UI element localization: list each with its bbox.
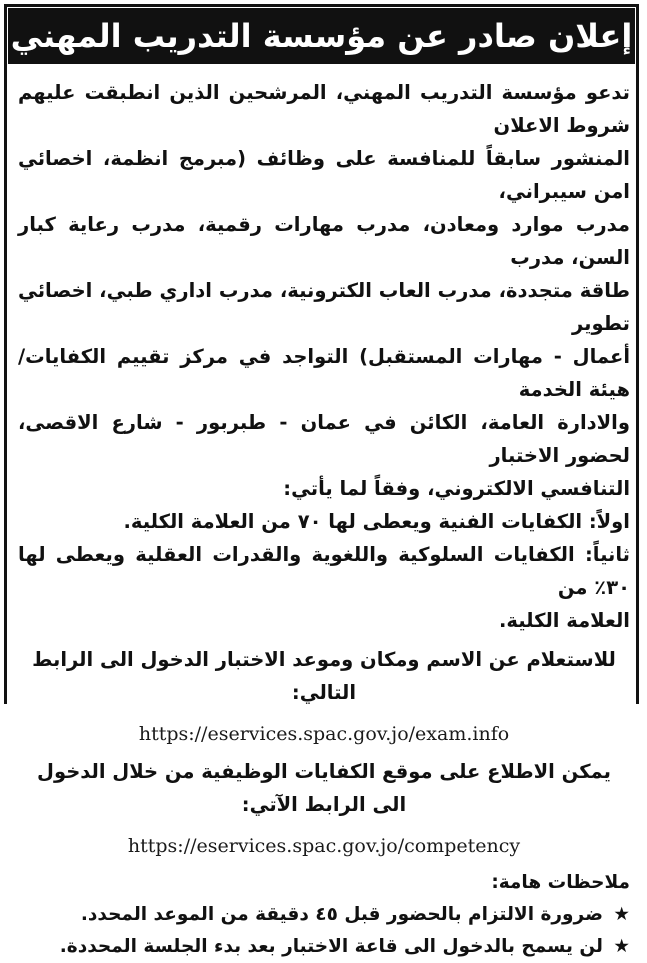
note-text: لن يسمح بالدخول الى قاعة الاختبار بعد بدء الجلسة المحددة. [59, 936, 603, 957]
intro-line-1: تدعو مؤسسة التدريب المهني، المرشحين الذين انطبقت عليهم شروط الاعلان [18, 81, 630, 137]
competency-instruction: يمكن الاطلاع على موقع الكفايات الوظيفية من خلال الدخول الى الرابط الآتي: [37, 760, 611, 816]
star-icon: ★ [613, 936, 630, 957]
announcement-body [18, 76, 630, 963]
intro-line-5: أعمال - مهارات المستقبل) التواجد في مركز تقييم الكفايات/هيئة الخدمة [18, 345, 630, 401]
second-criterion-line-2: العلامة الكلية. [498, 609, 630, 632]
intro-line-7: التنافسي الالكتروني، وفقاً لما يأتي: [283, 477, 630, 500]
competency-link[interactable]: https://eservices.spac.gov.jo/competency [127, 835, 521, 857]
first-criterion: اولاً: الكفايات الفنية ويعطى لها ٧٠ من العلامة الكلية. [123, 510, 630, 533]
star-icon: ★ [613, 904, 630, 925]
inquiry-instruction: للاستعلام عن الاسم ومكان وموعد الاختبار الدخول الى الرابط التالي: [32, 648, 616, 704]
intro-line-2: المنشور سابقاً للمنافسة على وظائف (مبرمج انظمة، اخصائي امن سيبراني، [18, 147, 630, 203]
second-criterion-line-1: ثانياً: الكفايات السلوكية واللغوية والقدرات العقلية ويعطى لها ٣٠٪ من [18, 543, 630, 599]
notes-title: ملاحظات هامة: [491, 872, 630, 893]
intro-line-3: مدرب موارد ومعادن، مدرب مهارات رقمية، مدرب رعاية كبار السن، مدرب [18, 213, 630, 269]
intro-line-4: طاقة متجددة، مدرب العاب الكترونية، مدرب اداري طبي، اخصائي تطوير [18, 279, 630, 335]
announcement-title: إعلان صادر عن مؤسسة التدريب المهني [8, 8, 635, 64]
intro-line-6: والادارة العامة، الكائن في عمان - طبربور - شارع الاقصى، لحضور الاختبار [18, 411, 630, 467]
note-item [18, 931, 630, 963]
note-item [18, 899, 630, 931]
exam-info-link[interactable]: https://eservices.spac.gov.jo/exam.info [138, 723, 510, 745]
note-text: ضرورة الالتزام بالحضور قبل ٤٥ دقيقة من الموعد المحدد. [80, 904, 603, 925]
